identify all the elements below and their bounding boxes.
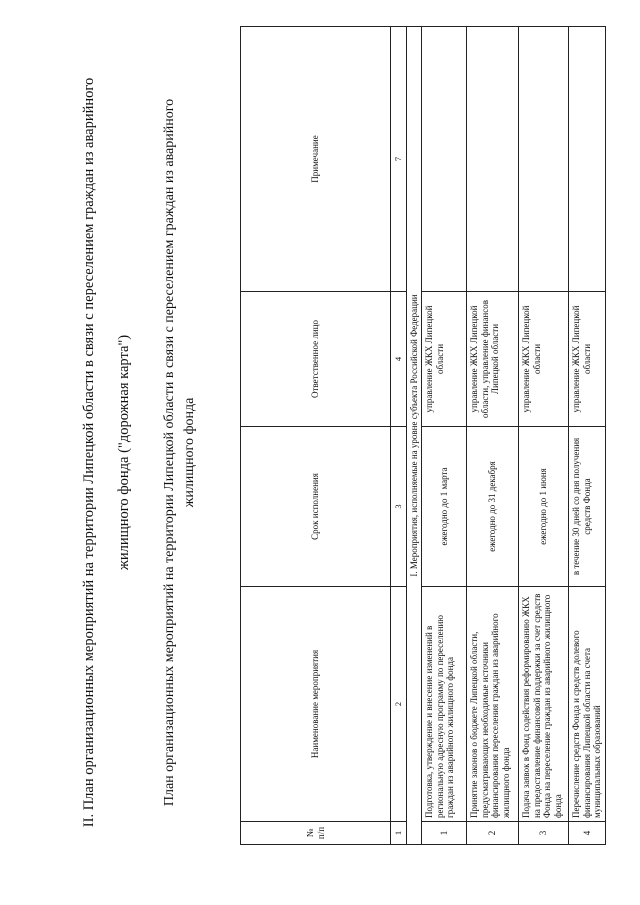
heading-line-2: жилищного фонда ("дорожная карта") [116, 334, 132, 571]
row-activity: Принятие законов о бюджете Липецкой области, предусматривающих необходимые источники финансирования переселения граждан из аварийного жилищного фонда [467, 587, 519, 822]
row-responsible: управление ЖКХ Липецкой области [422, 292, 467, 427]
heading-line-1: II. План организационных мероприятий на территории Липецкой области в связи с переселением граждан из аварийного [81, 77, 97, 828]
row-note [422, 27, 467, 292]
row-activity: Перечисление средств Фонда и средств долевого финансирования Липецкой области на счета муниципальных образований [569, 587, 606, 822]
section-title: I. Мероприятия, исполняемые на уровне субъекта Российской Федерации [406, 27, 422, 845]
row-note [467, 27, 519, 292]
row-number: 1 [422, 822, 467, 845]
row-responsible: управление ЖКХ Липецкой области [519, 292, 569, 427]
row-activity: Подача заявок в Фонд содействия реформированию ЖКХ на предоставление финансовой поддержки за счет средств Фонда на переселение граждан из аварийного жилищного фонда [519, 587, 569, 822]
column-number: 3 [391, 427, 407, 587]
column-number: 4 [391, 292, 407, 427]
row-note [519, 27, 569, 292]
row-deadline: в течение 30 дней со дня получения средств Фонда [569, 427, 606, 587]
row-deadline: ежегодно до 31 декабря [467, 427, 519, 587]
table-row [519, 27, 569, 845]
header-note: Примечание [241, 27, 391, 292]
table-row [569, 27, 606, 845]
row-responsible: управление ЖКХ Липецкой области [569, 292, 606, 427]
column-number: 7 [391, 27, 407, 292]
row-deadline: ежегодно до 1 марта [422, 427, 467, 587]
header-responsible: Ответственное лицо [241, 292, 391, 427]
document-heading [72, 0, 142, 905]
row-deadline: ежегодно до 1 июня [519, 427, 569, 587]
table-row [422, 27, 467, 845]
row-number: 3 [519, 822, 569, 845]
roadmap-table [240, 26, 606, 845]
row-number: 2 [467, 822, 519, 845]
row-number: 4 [569, 822, 606, 845]
header-number: № п/п [241, 822, 391, 845]
table-header-row [241, 27, 391, 845]
column-number: 1 [391, 822, 407, 845]
row-responsible: управление ЖКХ Липецкой области, управление финансов Липецкой области [467, 292, 519, 427]
header-deadline: Срок исполнения [241, 427, 391, 587]
header-activity: Наименование мероприятия [241, 587, 391, 822]
column-number: 2 [391, 587, 407, 822]
section-row [406, 27, 422, 845]
table-row [467, 27, 519, 845]
column-number-row [391, 27, 407, 845]
plan-subheading [160, 0, 200, 905]
subheading-line-1: План организационных мероприятий на территории Липецкой области в связи с переселением граждан из аварийного [162, 98, 177, 807]
row-note [569, 27, 606, 292]
subheading-line-2: жилищного фонда [182, 397, 197, 508]
row-activity: Подготовка, утверждение и внесение изменений в региональную адресную программу по переселению граждан из аварийного жилищного фонда [422, 587, 467, 822]
